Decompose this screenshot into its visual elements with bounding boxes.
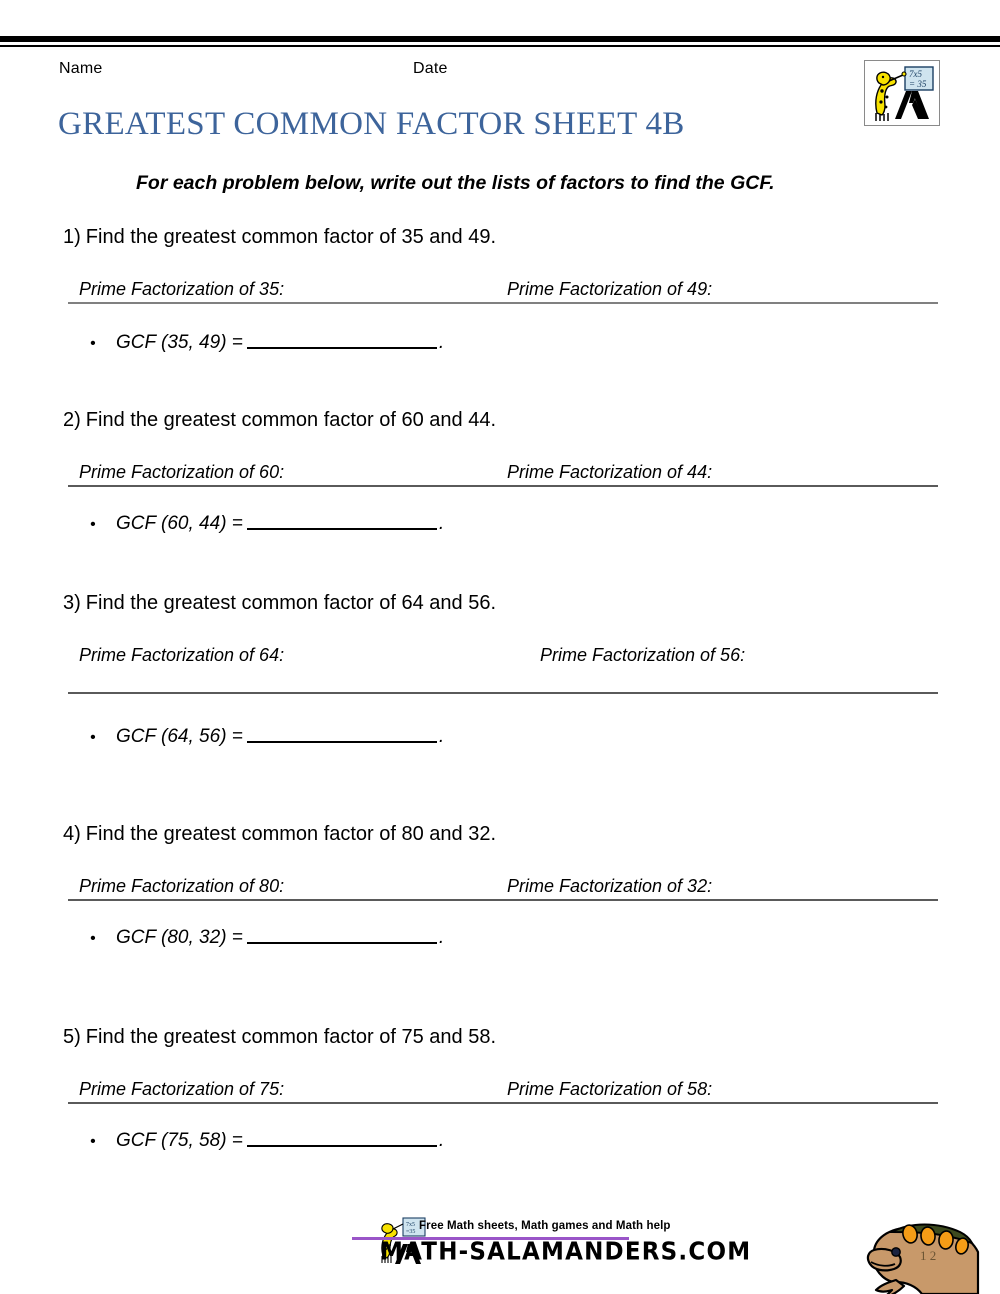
problem-5-left-label: Prime Factorization of 75: xyxy=(79,1079,285,1099)
problem-3-question xyxy=(63,592,496,615)
problem-5-text: Find the greatest common factor of 75 and 58. xyxy=(85,1026,497,1048)
problem-3-period: . xyxy=(438,726,445,747)
date-label: Date xyxy=(413,60,448,77)
problem-2-period: . xyxy=(438,513,445,534)
salamander-illustration xyxy=(862,1212,980,1294)
svg-text:=35: =35 xyxy=(406,1229,416,1235)
problem-4-right-label: Prime Factorization of 32: xyxy=(507,876,713,896)
page-corner-salamander xyxy=(862,1212,980,1294)
problem-4-text: Find the greatest common factor of 80 and 32. xyxy=(85,823,497,845)
problem-1-gcf-row xyxy=(90,332,444,354)
problem-2-question xyxy=(63,409,496,432)
bullet-icon xyxy=(90,1130,116,1152)
logo-artwork xyxy=(865,61,939,125)
problem-1-text: Find the greatest common factor of 35 and 49. xyxy=(85,226,497,248)
problem-2-left-label: Prime Factorization of 60: xyxy=(79,462,285,482)
problem-5-number: 5) xyxy=(63,1026,81,1048)
bullet-icon xyxy=(90,513,116,535)
problem-3-left-label: Prime Factorization of 64: xyxy=(79,645,285,665)
problem-3-work-rule[interactable] xyxy=(68,692,938,694)
page-title: GREATEST COMMON FACTOR SHEET 4B xyxy=(58,106,685,142)
bullet-icon xyxy=(90,332,116,354)
top-border-thin xyxy=(0,45,1000,47)
problem-3-gcf-row xyxy=(90,726,444,748)
problem-1-gcf-label: GCF (35, 49) = xyxy=(116,332,243,353)
problem-5-period: . xyxy=(438,1130,445,1151)
problem-2-answer-blank[interactable] xyxy=(247,528,437,530)
top-border-thick xyxy=(0,36,1000,42)
bullet-icon xyxy=(90,726,116,748)
problem-4-gcf-row xyxy=(90,927,444,949)
math-salamanders-logo xyxy=(864,60,940,126)
problem-5-gcf-row xyxy=(90,1130,444,1152)
problem-2-text: Find the greatest common factor of 60 and 44. xyxy=(85,409,497,431)
problem-4-left-label: Prime Factorization of 80: xyxy=(79,876,285,896)
problem-1-right-label: Prime Factorization of 49: xyxy=(507,279,713,299)
instruction-text: For each problem below, write out the lists of factors to find the GCF. xyxy=(136,172,775,194)
problem-2-gcf-row xyxy=(90,513,444,535)
problem-3-gcf-label: GCF (64, 56) = xyxy=(116,726,243,747)
salamander-marking: 1 2 xyxy=(920,1248,937,1263)
problem-2-gcf-label: GCF (60, 44) = xyxy=(116,513,243,534)
problem-1-period: . xyxy=(438,332,445,353)
footer-tagline: Free Math sheets, Math games and Math help xyxy=(419,1220,671,1232)
problem-4-answer-blank[interactable] xyxy=(247,942,437,944)
problem-1-work-rule[interactable] xyxy=(68,302,938,304)
problem-5-question xyxy=(63,1026,496,1049)
problem-5-answer-blank[interactable] xyxy=(247,1145,437,1147)
problem-1-answer-blank[interactable] xyxy=(247,347,437,349)
svg-text:= 35: = 35 xyxy=(909,79,927,89)
problem-3-answer-blank[interactable] xyxy=(247,741,437,743)
problem-4-work-rule[interactable] xyxy=(68,899,938,901)
problem-4-number: 4) xyxy=(63,823,81,845)
problem-4-question xyxy=(63,823,496,846)
problem-2-work-rule[interactable] xyxy=(68,485,938,487)
problem-4-period: . xyxy=(438,927,445,948)
svg-text:7x5: 7x5 xyxy=(909,69,922,79)
bullet-icon xyxy=(90,927,116,949)
svg-text:7x5: 7x5 xyxy=(406,1222,415,1228)
problem-3-text: Find the greatest common factor of 64 and 56. xyxy=(85,592,497,614)
problem-3-right-label: Prime Factorization of 56: xyxy=(540,645,746,665)
name-label: Name xyxy=(59,60,103,77)
problem-3-number: 3) xyxy=(63,592,81,614)
problem-2-number: 2) xyxy=(63,409,81,431)
problem-1-question xyxy=(63,226,496,249)
problem-5-work-rule[interactable] xyxy=(68,1102,938,1104)
footer-url[interactable]: MATH-SALAMANDERS.COM xyxy=(380,1238,752,1267)
problem-4-gcf-label: GCF (80, 32) = xyxy=(116,927,243,948)
problem-1-number: 1) xyxy=(63,226,81,248)
problem-5-gcf-label: GCF (75, 58) = xyxy=(116,1130,243,1151)
problem-2-right-label: Prime Factorization of 44: xyxy=(507,462,713,482)
problem-5-right-label: Prime Factorization of 58: xyxy=(507,1079,713,1099)
problem-1-left-label: Prime Factorization of 35: xyxy=(79,279,285,299)
